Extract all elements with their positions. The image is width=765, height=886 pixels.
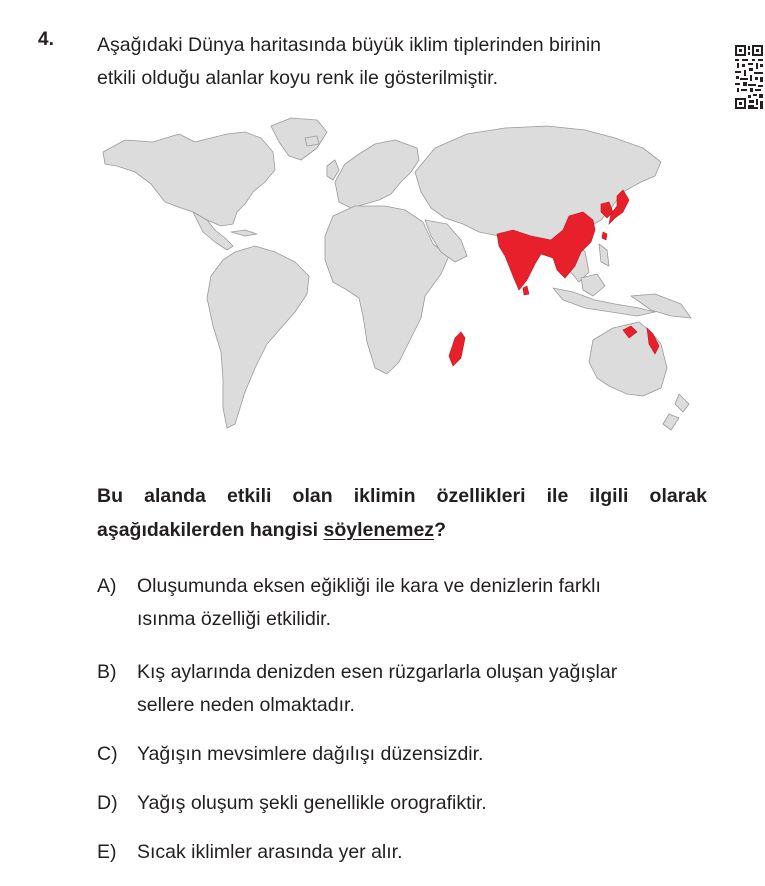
option-a-label: A) xyxy=(97,575,117,597)
north-america xyxy=(103,132,275,226)
prompt-question-mark: ? xyxy=(434,519,446,541)
prompt-word: etkili xyxy=(227,485,272,507)
option-e-line-1: Sıcak iklimler arasında yer alır. xyxy=(137,841,403,863)
prompt-word: ilgili xyxy=(589,485,629,507)
monsoon-taiwan xyxy=(602,232,607,240)
stem-line-2: etkili olduğu alanlar koyu renk ile gösterilmiştir. xyxy=(97,67,499,89)
prompt-line-2 xyxy=(97,513,707,547)
world-map xyxy=(95,112,695,442)
option-b[interactable] xyxy=(97,656,717,722)
cuba xyxy=(231,230,257,236)
option-a-line-1: Oluşumunda eksen eğikliği ile kara ve denizlerin farklı xyxy=(137,575,601,597)
prompt-word: özellikleri xyxy=(436,485,526,507)
borneo xyxy=(581,274,605,296)
option-a-text xyxy=(137,570,717,636)
prompt-word: olan xyxy=(292,485,333,507)
monsoon-sri-lanka xyxy=(523,286,529,295)
south-america xyxy=(207,246,309,428)
option-c-line-1: Yağışın mevsimlere dağılışı düzensizdir. xyxy=(137,743,484,765)
option-a-line-2: ısınma özelliği etkilidir. xyxy=(137,608,331,630)
option-b-label: B) xyxy=(97,661,117,683)
option-c-label: C) xyxy=(97,743,118,765)
greenland xyxy=(271,118,327,160)
new-zealand xyxy=(663,394,689,430)
prompt-emphasis: söylenemez xyxy=(323,519,435,541)
option-d[interactable] xyxy=(97,787,717,820)
prompt-word: alanda xyxy=(144,485,206,507)
question-stem xyxy=(97,29,717,95)
prompt-line-2-text: aşağıdakilerden hangisi xyxy=(97,519,324,541)
option-b-line-1: Kış aylarında denizden esen rüzgarlarla oluşan yağışlar xyxy=(137,661,618,683)
land-masses xyxy=(103,118,691,430)
option-c-text xyxy=(137,738,717,771)
stem-line-1: Aşağıdaki Dünya haritasında büyük iklim tiplerinden birinin xyxy=(97,34,602,56)
europe xyxy=(335,140,419,208)
option-b-text xyxy=(137,656,717,722)
qr-code-icon xyxy=(734,44,764,110)
prompt-word: iklimin xyxy=(353,485,416,507)
option-a[interactable] xyxy=(97,570,717,636)
prompt-word: Bu xyxy=(97,485,123,507)
option-d-label: D) xyxy=(97,792,118,814)
monsoon-madagascar xyxy=(449,332,465,366)
prompt-word: olarak xyxy=(649,485,707,507)
asia xyxy=(415,126,661,242)
option-e[interactable] xyxy=(97,836,717,869)
option-d-line-1: Yağış oluşum şekli genellikle orografiktir. xyxy=(137,792,487,814)
question-number: 4. xyxy=(38,29,54,50)
iceland xyxy=(305,136,319,146)
option-e-label: E) xyxy=(97,841,117,863)
option-d-text xyxy=(137,787,717,820)
prompt-word: ile xyxy=(546,485,569,507)
philippines xyxy=(599,244,609,266)
uk xyxy=(327,160,339,180)
option-b-line-2: sellere neden olmaktadır. xyxy=(137,694,355,716)
option-c[interactable] xyxy=(97,738,717,771)
question-prompt xyxy=(97,479,707,547)
prompt-line-1 xyxy=(97,479,707,513)
option-e-text xyxy=(137,836,717,869)
